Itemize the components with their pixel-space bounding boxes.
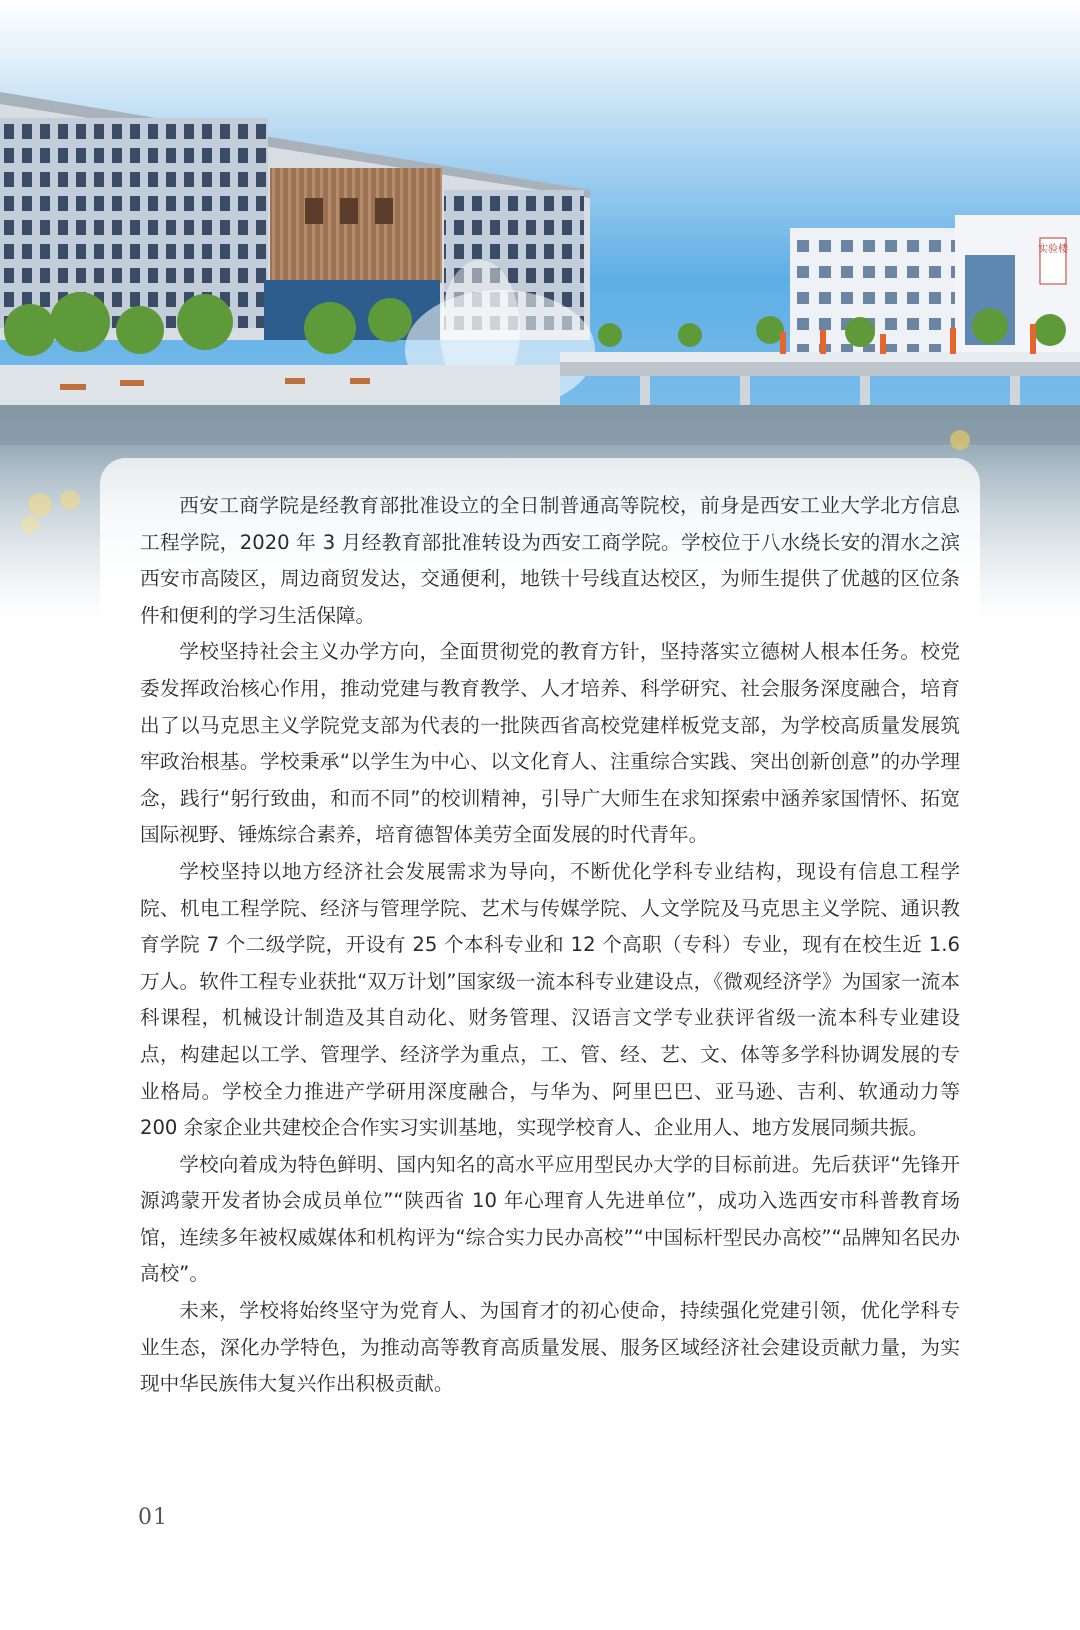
article-body bbox=[140, 488, 960, 1403]
paragraph-honors: 学校向着成为特色鲜明、国内知名的高水平应用型民办大学的目标前进。先后获评“先锋开源鸿蒙开发者协会成员单位”“陕西省 10 年心理育人先进单位”，成功入选西安市科普教育场馆，连续多年被权威媒体和机构评为“综合实力民办高校”“中国标杆型民办高校”“品牌知名民办高校”。 bbox=[140, 1152, 960, 1286]
paragraph-disciplines: 学校坚持以地方经济社会发展需求为导向，不断优化学科专业结构，现设有信息工程学院、机电工程学院、经济与管理学院、艺术与传媒学院、人文学院及马克思主义学院、通识教育学院 7 个二级学院，开设有 25 个本科专业和 12 个高职（专科）专业，现有在校生近 1.6 万人。软件工程专业获批“双万计划”国家级一流本科专业建设点，《微观经济学》为国家一流本科课程，机械设计制造及其自动化、财务管理、汉语言文学专业获评省级一流本科专业建设点，构建起以工学、管理学、经济学为重点，工、管、经、艺、文、体等多学科协调发展的专业格局。学校全力推进产学研用深度融合，与华为、阿里巴巴、亚马逊、吉利、软通动力等 200 余家企业共建校企合作实习实训基地，实现学校育人、企业用人、地方发展同频共振。 bbox=[140, 859, 960, 1140]
paragraph-future: 未来，学校将始终坚守为党育人、为国育才的初心使命，持续强化党建引领，优化学科专业生态，深化办学特色，为推动高等教育高质量发展、服务区域经济社会建设贡献力量，为实现中华民族伟大复兴作出积极贡献。 bbox=[140, 1299, 960, 1396]
page-number: 01 bbox=[138, 1505, 168, 1530]
paragraph-intro: 西安工商学院是经教育部批准设立的全日制普通高等院校，前身是西安工业大学北方信息工程学院，2020 年 3 月经教育部批准转设为西安工商学院。学校位于八水绕长安的渭水之滨西安市高陵区，周边商贸发达，交通便利，地铁十号线直达校区，为师生提供了优越的区位条件和便利的学习生活保障。 bbox=[140, 494, 960, 627]
paragraph-mission: 学校坚持社会主义办学方向，全面贯彻党的教育方针，坚持落实立德树人根本任务。校党委发挥政治核心作用，推动党建与教育教学、人才培养、科学研究、社会服务深度融合，培育出了以马克思主义学院党支部为代表的一批陕西省高校党建样板党支部，为学校高质量发展筑牢政治根基。学校秉承“以学生为中心、以文化育人、注重综合实践、突出创新创意”的办学理念，践行“躬行致曲，和而不同”的校训精神，引导广大师生在求知探索中涵养家国情怀、拓宽国际视野、锤炼综合素养，培育德智体美劳全面发展的时代青年。 bbox=[140, 640, 960, 847]
building-sign: 实验楼 bbox=[1038, 244, 1068, 255]
